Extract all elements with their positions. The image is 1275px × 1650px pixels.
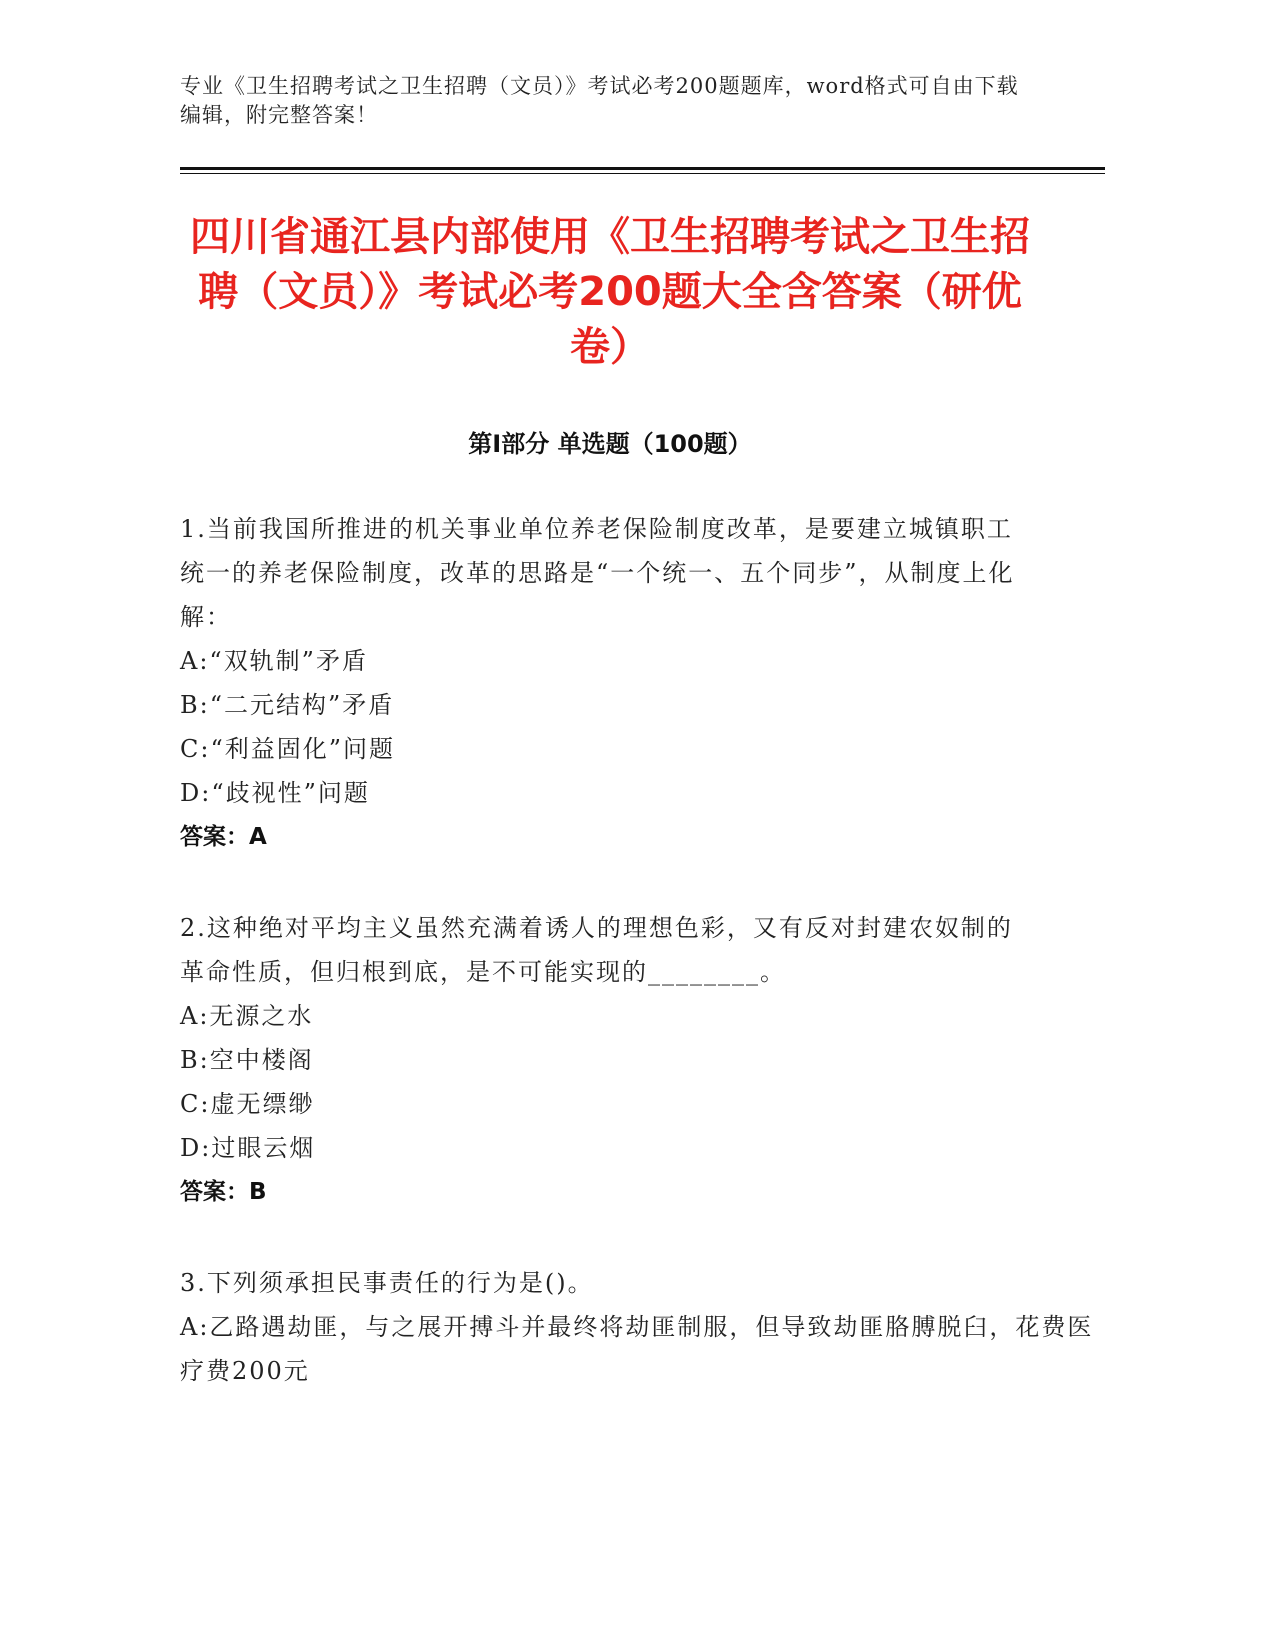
header-note: 专业《卫生招聘考试之卫生招聘（文员）》考试必考200题题库，word格式可自由下载编辑，附完整答案！ bbox=[180, 74, 1019, 127]
question-3 bbox=[180, 1261, 1100, 1393]
option-d: D:过眼云烟 bbox=[180, 1134, 316, 1162]
option-c: C:“利益固化”问题 bbox=[180, 735, 395, 763]
option-a: A:乙路遇劫匪，与之展开搏斗并最终将劫匪制服，但导致劫匪胳膊脱臼，花费医疗费200元 bbox=[180, 1313, 1094, 1385]
answer-line: 答案：B bbox=[180, 1179, 267, 1205]
answer-line: 答案：A bbox=[180, 824, 267, 850]
document-page bbox=[180, 72, 1100, 1440]
option-d: D:“歧视性”问题 bbox=[180, 779, 370, 807]
option-c: C:虚无缥缈 bbox=[180, 1090, 315, 1118]
option-b: B:“二元结构”矛盾 bbox=[180, 691, 395, 719]
section-heading: 第I部分 单选题（100题） bbox=[468, 430, 752, 458]
header-divider bbox=[180, 167, 1105, 174]
divider-thin-line bbox=[180, 173, 1105, 174]
option-b: B:空中楼阁 bbox=[180, 1046, 314, 1074]
divider-thick-line bbox=[180, 167, 1105, 170]
question-1 bbox=[180, 507, 1100, 859]
question-stem: 3.下列须承担民事责任的行为是()。 bbox=[180, 1269, 594, 1297]
question-stem: 1.当前我国所推进的机关事业单位养老保险制度改革，是要建立城镇职工统一的养老保险制度，改革的思路是“一个统一、五个同步”，从制度上化解： bbox=[180, 515, 1015, 631]
question-list bbox=[180, 507, 1100, 1393]
option-a: A:“双轨制”矛盾 bbox=[180, 647, 368, 675]
document-title: 四川省通江县内部使用《卫生招聘考试之卫生招聘（文员）》考试必考200题大全含答案（研优卷） bbox=[190, 214, 1030, 370]
question-2 bbox=[180, 906, 1100, 1214]
option-a: A:无源之水 bbox=[180, 1002, 314, 1030]
question-stem: 2.这种绝对平均主义虽然充满着诱人的理想色彩，又有反对封建农奴制的革命性质，但归根到底，是不可能实现的________。 bbox=[180, 914, 1013, 986]
